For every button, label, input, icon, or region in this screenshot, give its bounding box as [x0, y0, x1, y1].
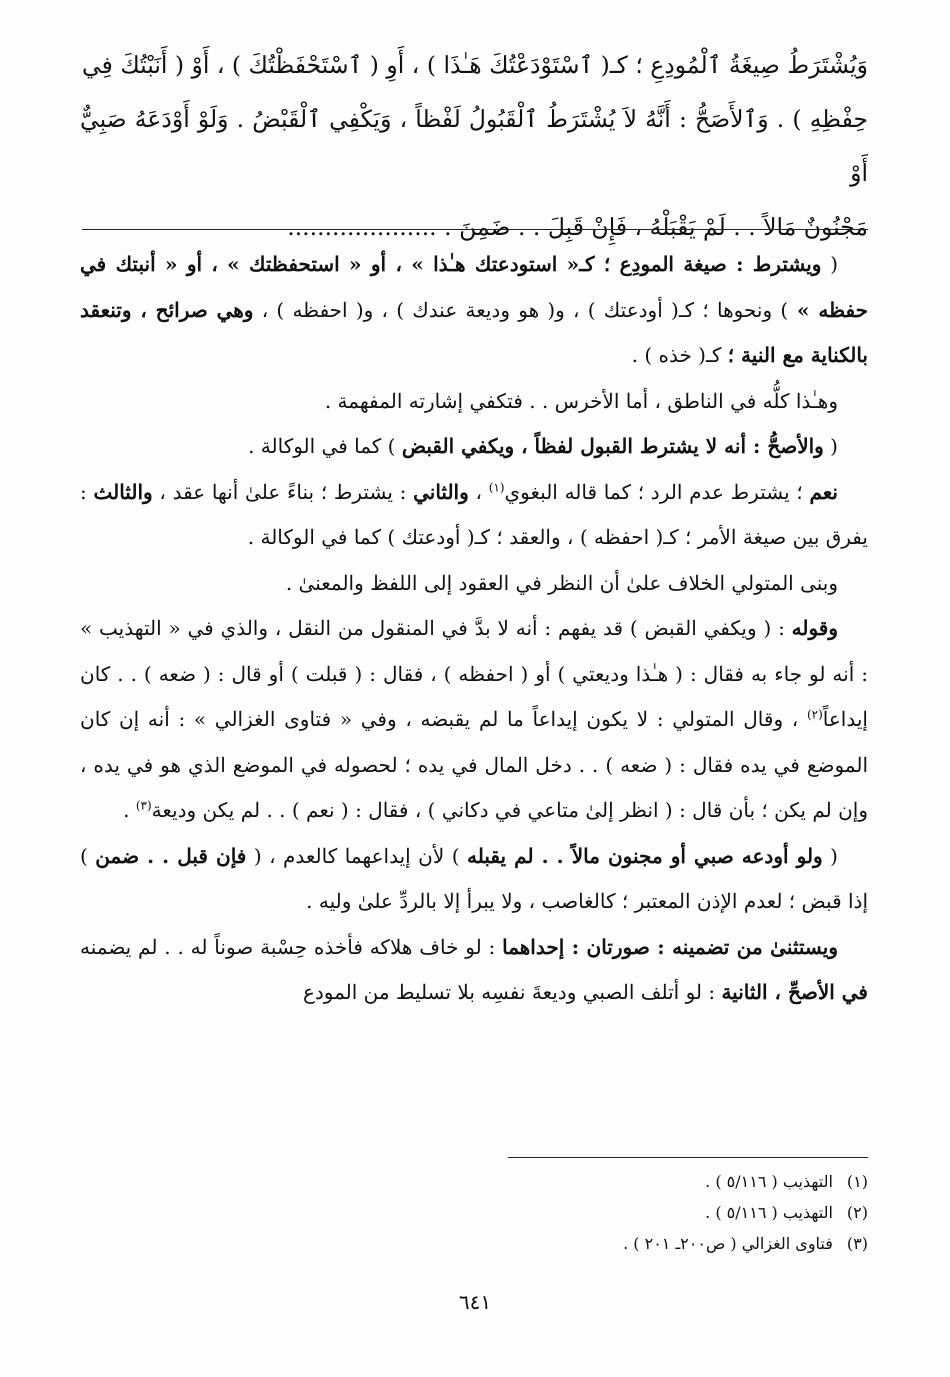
footnote-ref: (١) — [488, 479, 505, 494]
footnote — [268, 1166, 868, 1197]
text-run: كـ( خذه ) . — [631, 343, 728, 367]
text-run: ) كما في الوكالة . — [248, 434, 402, 458]
text-run: . — [123, 798, 136, 822]
footnote-text: التهذيب ( ٥/١١٦ ) . — [705, 1203, 833, 1222]
text-run: ، — [468, 479, 489, 504]
bold-term: في الأصحِّ ، الثانية — [721, 980, 868, 1004]
text-run: ) لأن إيداعهما كالعدم ، ( — [246, 843, 468, 868]
quoted-matn: وهي صرائح ، وتنعقد بالكناية مع النية ؛ — [80, 297, 868, 367]
matn-dots: .................... — [287, 213, 437, 241]
commentary-paragraph — [80, 470, 868, 561]
footnote — [268, 1197, 868, 1228]
commentary-paragraph: وهـٰذا كلُّه في الناطق ، أما الأخرس . . فتكفي إشارته المفهمة . — [324, 388, 838, 413]
quoted-matn: والأصحُّ : أنه لا يشترط القبول لفظاً ، ويكفي القبض — [401, 434, 824, 458]
footnote-number: (١) — [846, 1172, 868, 1191]
footnote-text: فتاوى الغزالي ( ص٢٠٠ـ ٢٠١ ) . — [623, 1234, 833, 1253]
commentary-paragraph — [80, 606, 868, 834]
footnote-number: (٣) — [846, 1234, 868, 1253]
matn-line-text: مَجْنُونٌ مَالاً . . لَمْ يَقْبَلْهُ ، فَإِنْ قَبِلَ . . ضَمِنَ . — [444, 213, 868, 241]
bold-term: والثالث — [93, 479, 153, 504]
matn-line: وَيُشْتَرَطُ صِيغَةُ ٱلْمُودِعِ ؛ كـ( ٱسْتَوْدَعْتُكَ هَـٰذَا ) ، أَوِ ( ٱسْتَحْفَظْتُكَ ) ، أَوْ ( أَنَبْتُكَ فِي — [82, 51, 868, 79]
bold-term: والثاني — [413, 479, 469, 504]
paren: ( — [822, 843, 838, 868]
paren: ( — [821, 252, 838, 276]
footnote-ref: (٢) — [806, 707, 823, 722]
bold-term: نعم — [809, 479, 838, 504]
bold-term: وقوله — [791, 616, 838, 640]
footnote-number: (٢) — [846, 1203, 868, 1222]
bold-term: ويستثنىٰ من تضمينه : صورتان : إحداهما — [502, 934, 838, 959]
commentary-paragraph — [80, 424, 868, 470]
text-run: : يفرق بين صيغة الأمر ؛ كـ( احفظه ) ، والعقد ؛ كـ( أودعتك ) كما في الوكالة . — [80, 479, 868, 549]
matn-line: حِفْظِهِ ) . وَٱلأَصَحُّ : أَنَّهُ لاَ يُشْتَرَطُ ٱلْقَبُولُ لَفْظاً ، وَيَكْفِي ٱلْقَبْضُ . وَلَوْ أَوْدَعَهُ صَبِيٌّ أَوْ — [80, 105, 868, 187]
separator-rule — [82, 229, 868, 230]
commentary-text — [80, 242, 868, 1016]
quoted-matn: فإن قبل . . ضمن — [95, 843, 247, 868]
text-run: ؛ يشترط عدم الرد ؛ كما قاله البغوي — [504, 479, 810, 504]
text-run: : يشترط ؛ بناءً علىٰ أنها عقد ، — [152, 479, 414, 504]
text-run: ) إذا قبض ؛ لعدم الإذن المعتبر ؛ كالغاصب ، ولا يبرأ إلا بالردِّ علىٰ وليه . — [80, 843, 868, 913]
text-run: : ( ويكفي القبض ) قد يفهم : أنه لا بدَّ في المنقول من النقل ، والذي في « التهذيب » : أنه لو جاء به فقال : ( هـٰذا وديعتي ) أو ( احفظه ) ، فقال : ( قبلت ) أو قال : ( ضعه ) . . كان إيداعاً — [80, 616, 868, 731]
commentary-paragraph: وبنى المتولي الخلاف علىٰ أن النظر في العقود إلى اللفظ والمعنىٰ . — [285, 570, 838, 595]
footnote — [268, 1228, 868, 1259]
matn-text — [80, 38, 868, 254]
commentary-paragraph — [80, 242, 868, 379]
page-number: ٦٤١ — [458, 1290, 492, 1314]
paren: ( — [823, 434, 838, 458]
text-run: : لو أتلف الصبي وديعةَ نفسِه بلا تسليط من المودع — [302, 980, 722, 1004]
commentary-paragraph — [80, 925, 868, 1016]
footnotes — [268, 1166, 868, 1259]
footnote-separator — [508, 1157, 868, 1158]
text-run: : لو خاف هلاكه فأخذه حِسْبة صوناً له . . لم يضمنه — [80, 934, 503, 959]
text-run: ) ونحوها ؛ كـ( أودعتك ) ، و( هو وديعة عندك ) ، و( احفظه ) ، — [253, 297, 789, 322]
footnote-text: التهذيب ( ٥/١١٦ ) . — [705, 1172, 833, 1191]
text-run: ، وقال المتولي : لا يكون إيداعاً ما لم يقبضه ، وفي « فتاوى الغزالي » : أنه إن كان الموضع في يده فقال : ( ضعه ) . . دخل المال في يده ؛ لحصوله في الموضع الذي هو في يده ، وإن لم يكن ؛ بأن قال : ( انظر إلىٰ متاعي في دكاني ) ، فقال : ( نعم ) . . لم يكن وديعة — [80, 707, 868, 822]
commentary-paragraph — [80, 834, 868, 925]
footnote-ref: (٣) — [135, 798, 152, 813]
quoted-matn: ولو أودعه صبي أو مجنون مالاً . . لم يقبله — [467, 843, 823, 868]
quoted-matn: ويشترط : صيغة المودِع ؛ كـ« استودعتك هـٰذا » ، أو « استحفظتك » ، أو « أنبتك في حفظه » — [80, 252, 868, 322]
